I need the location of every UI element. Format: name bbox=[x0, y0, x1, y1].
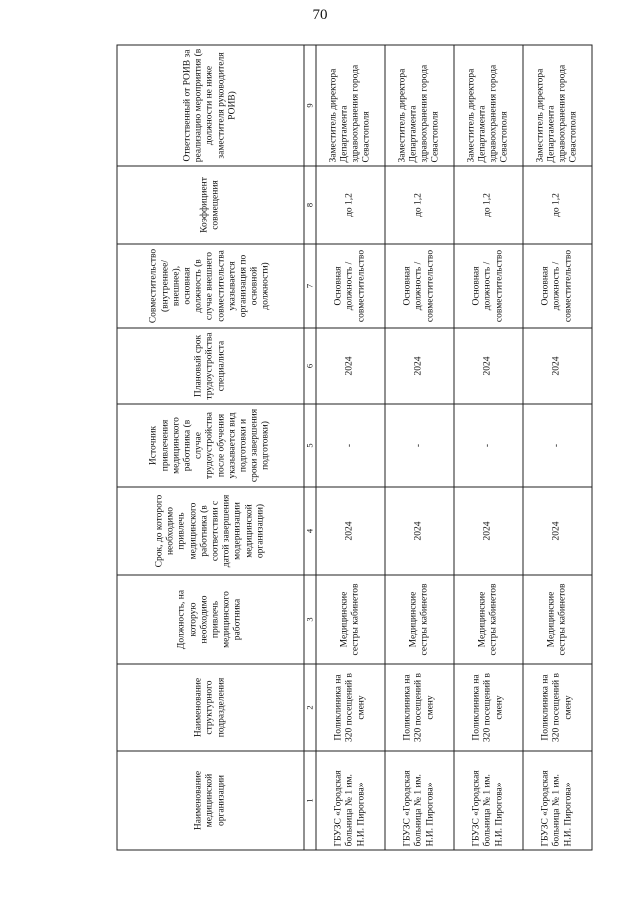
header-planned-date: Плановый срок трудоустройства специалиста bbox=[117, 328, 304, 404]
cell-source: - bbox=[454, 404, 523, 487]
cell-planned-date: 2024 bbox=[316, 328, 385, 404]
cell-deadline: 2024 bbox=[523, 487, 592, 575]
column-number: 1 bbox=[304, 751, 316, 850]
column-number: 7 bbox=[304, 244, 316, 328]
cell-planned-date: 2024 bbox=[523, 328, 592, 404]
table-row bbox=[454, 45, 523, 850]
cell-position: Медицинские сестры кабинетов bbox=[523, 575, 592, 664]
cell-responsible: Заместитель директора Департамента здравоохранения города Севастополя bbox=[454, 45, 523, 166]
cell-deadline: 2024 bbox=[385, 487, 454, 575]
header-combination: Совместительство (внутреннее/внешнее), основная должность (в случае внешнего совместительства указывается организация по основной должности) bbox=[117, 244, 304, 328]
cell-coefficient: до 1,2 bbox=[316, 166, 385, 244]
column-number: 5 bbox=[304, 404, 316, 487]
staffing-table bbox=[117, 45, 593, 851]
cell-deadline: 2024 bbox=[316, 487, 385, 575]
header-deadline: Срок, до которого необходимо привлечь медицинского работника (в соответствии с датой завершения модернизации медицинской организации) bbox=[117, 487, 304, 575]
cell-position: Медицинские сестры кабинетов bbox=[454, 575, 523, 664]
page-number: 70 bbox=[312, 7, 328, 23]
table-header-row bbox=[117, 45, 304, 850]
cell-coefficient: до 1,2 bbox=[523, 166, 592, 244]
cell-organization: ГБУЗС «Городская больница № 1 им. Н.И. Пирогова» bbox=[316, 751, 385, 850]
cell-combination: Основная должность / совместительство bbox=[454, 244, 523, 328]
rotated-table-container bbox=[117, 46, 592, 851]
cell-position: Медицинские сестры кабинетов bbox=[385, 575, 454, 664]
table-row bbox=[523, 45, 592, 850]
column-number: 4 bbox=[304, 487, 316, 575]
header-subdivision: Наименование структурного подразделения bbox=[117, 664, 304, 751]
cell-responsible: Заместитель директора Департамента здравоохранения города Севастополя bbox=[385, 45, 454, 166]
column-number: 2 bbox=[304, 664, 316, 751]
cell-responsible: Заместитель директора Департамента здравоохранения города Севастополя bbox=[316, 45, 385, 166]
cell-position: Медицинские сестры кабинетов bbox=[316, 575, 385, 664]
header-organization: Наименование медицинской организации bbox=[117, 751, 304, 850]
cell-planned-date: 2024 bbox=[385, 328, 454, 404]
column-number: 8 bbox=[304, 166, 316, 244]
cell-source: - bbox=[316, 404, 385, 487]
table-row bbox=[316, 45, 385, 850]
column-number-row bbox=[304, 45, 316, 850]
cell-subdivision: Поликлиника на 320 посещений в смену bbox=[523, 664, 592, 751]
table-row bbox=[385, 45, 454, 850]
cell-subdivision: Поликлиника на 320 посещений в смену bbox=[316, 664, 385, 751]
header-source: Источник привлечения медицинского работника (в случае трудоустройства после обучения указывается вид подготовки и сроки завершения подготовки) bbox=[117, 404, 304, 487]
cell-deadline: 2024 bbox=[454, 487, 523, 575]
cell-combination: Основная должность / совместительство bbox=[316, 244, 385, 328]
cell-source: - bbox=[523, 404, 592, 487]
cell-combination: Основная должность / совместительство bbox=[523, 244, 592, 328]
header-coefficient: Коэффициент совмещения bbox=[117, 166, 304, 244]
cell-source: - bbox=[385, 404, 454, 487]
cell-organization: ГБУЗС «Городская больница № 1 им. Н.И. Пирогова» bbox=[385, 751, 454, 850]
cell-subdivision: Поликлиника на 320 посещений в смену bbox=[454, 664, 523, 751]
cell-organization: ГБУЗС «Городская больница № 1 им. Н.И. Пирогова» bbox=[523, 751, 592, 850]
cell-responsible: Заместитель директора Департамента здравоохранения города Севастополя bbox=[523, 45, 592, 166]
cell-combination: Основная должность / совместительство bbox=[385, 244, 454, 328]
cell-organization: ГБУЗС «Городская больница № 1 им. Н.И. Пирогова» bbox=[454, 751, 523, 850]
cell-subdivision: Поликлиника на 320 посещений в смену bbox=[385, 664, 454, 751]
cell-coefficient: до 1,2 bbox=[385, 166, 454, 244]
cell-planned-date: 2024 bbox=[454, 328, 523, 404]
header-position: Должность, на которую необходимо привлечь медицинского работника bbox=[117, 575, 304, 664]
column-number: 6 bbox=[304, 328, 316, 404]
column-number: 9 bbox=[304, 45, 316, 166]
header-responsible: Ответственный от РОИВ за реализацию мероприятия (в должности не ниже заместителя руководителя РОИВ) bbox=[117, 45, 304, 166]
cell-coefficient: до 1,2 bbox=[454, 166, 523, 244]
column-number: 3 bbox=[304, 575, 316, 664]
